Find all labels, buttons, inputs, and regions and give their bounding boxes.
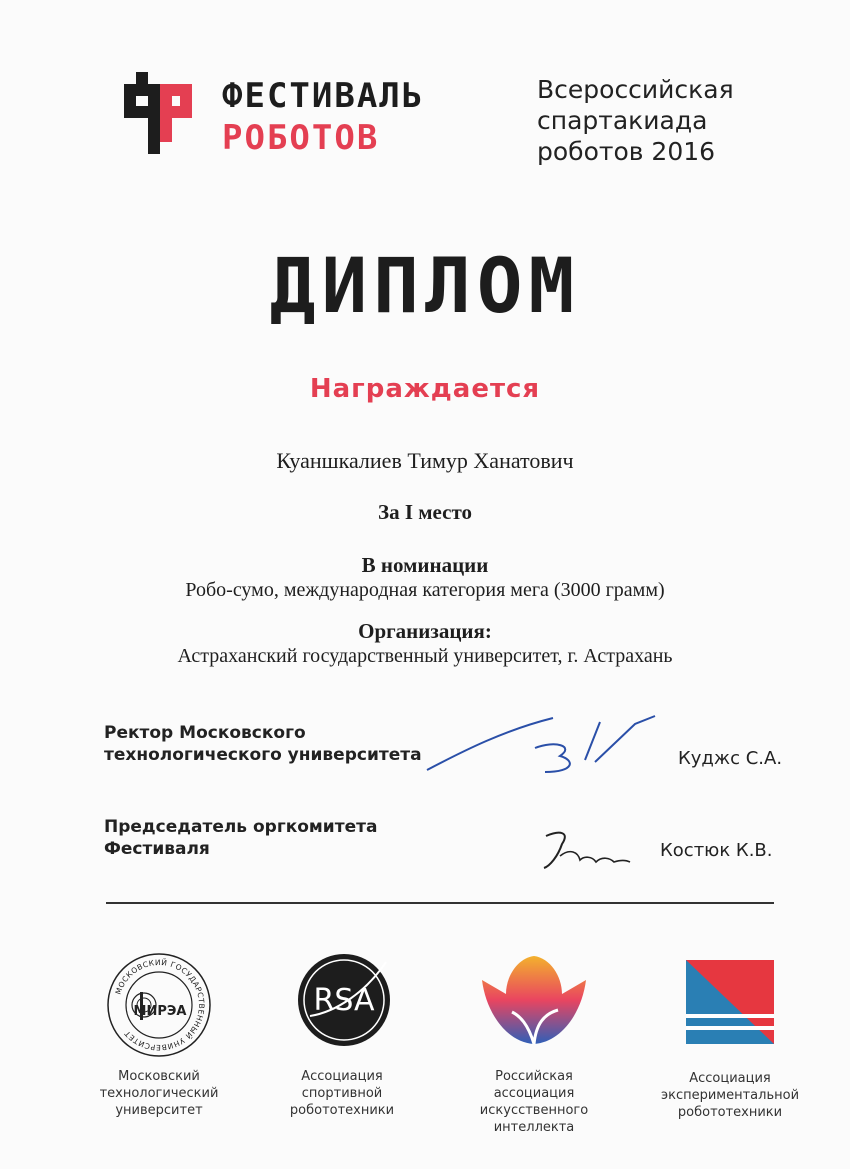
signature-1-title-line2: технологического университета bbox=[104, 745, 422, 765]
partner-rsa-caption bbox=[252, 1068, 432, 1119]
signature-1-title-line1: Ректор Московского bbox=[104, 723, 306, 743]
partner-aer-caption bbox=[640, 1070, 820, 1121]
festival-title-line1: ФЕСТИВАЛЬ bbox=[222, 76, 425, 116]
signature-2-title-line2: Фестиваля bbox=[104, 839, 210, 859]
nomination-label: В номинации bbox=[361, 553, 489, 577]
event-title-line2: спартакиада bbox=[537, 106, 708, 135]
divider bbox=[106, 902, 774, 904]
event-title-line3: роботов 2016 bbox=[537, 137, 716, 166]
signature-1-name: Куджс С.А. bbox=[678, 748, 783, 769]
partner-raai-line4: интеллекта bbox=[493, 1120, 575, 1135]
partner-rsa-line3: робототехники bbox=[289, 1103, 395, 1118]
partner-mirea-line2: технологический bbox=[99, 1086, 219, 1101]
partner-aer-line2: экспериментальной bbox=[660, 1088, 800, 1103]
signature-1-title bbox=[104, 722, 422, 766]
nomination-value: Робо-сумо, международная категория мега (3000 грамм) bbox=[185, 579, 665, 601]
partner-rsa-line1: Ассоциация bbox=[301, 1069, 383, 1084]
partner-rsa-line2: спортивной bbox=[301, 1086, 383, 1101]
signature-1-scribble bbox=[425, 710, 665, 780]
aer-square-icon bbox=[686, 960, 774, 1044]
partner-raai-line3: искусственного bbox=[479, 1103, 589, 1118]
signature-2-title-line1: Председатель оргкомитета bbox=[104, 817, 378, 837]
signature-2-name: Костюк К.В. bbox=[660, 840, 773, 861]
rsa-logo-icon bbox=[296, 952, 392, 1048]
festival-logo-icon bbox=[124, 72, 196, 154]
awarded-label: Награждается bbox=[309, 374, 541, 404]
partner-raai-line1: Российская bbox=[495, 1069, 573, 1084]
festival-title-line2: РОБОТОВ bbox=[222, 118, 380, 158]
partner-raai-line2: ассоциация bbox=[493, 1086, 575, 1101]
partner-aer-line1: Ассоциация bbox=[689, 1071, 771, 1086]
mirea-seal-text: МОСКОВСКИЙ ГОСУДАРСТВЕННЫЙ УНИВЕРСИТЕТ bbox=[113, 957, 207, 1053]
award-place: За I место bbox=[378, 500, 472, 524]
partner-raai-caption bbox=[444, 1068, 624, 1136]
diploma-title: ДИПЛОМ bbox=[269, 241, 581, 330]
event-title-line1: Всероссийская bbox=[537, 75, 734, 104]
rsa-logo-text: RSA bbox=[313, 983, 375, 1018]
signature-2-title bbox=[104, 816, 377, 860]
partner-mirea-line3: университет bbox=[115, 1103, 203, 1118]
partner-mirea-caption bbox=[69, 1068, 249, 1119]
organization-label: Организация: bbox=[358, 619, 492, 643]
signature-2-scribble bbox=[540, 826, 640, 874]
event-title bbox=[537, 74, 734, 167]
partner-aer-line3: робототехники bbox=[677, 1105, 783, 1120]
organization-value: Астраханский государственный университет, г. Астрахань bbox=[177, 645, 673, 667]
mirea-seal-icon bbox=[106, 952, 212, 1058]
raai-tulip-icon bbox=[478, 954, 590, 1046]
partner-mirea-line1: Московский bbox=[118, 1069, 200, 1084]
mirea-logo-text: МИРЭА bbox=[133, 1004, 187, 1019]
recipient-name: Куаншкалиев Тимур Ханатович bbox=[276, 448, 574, 473]
